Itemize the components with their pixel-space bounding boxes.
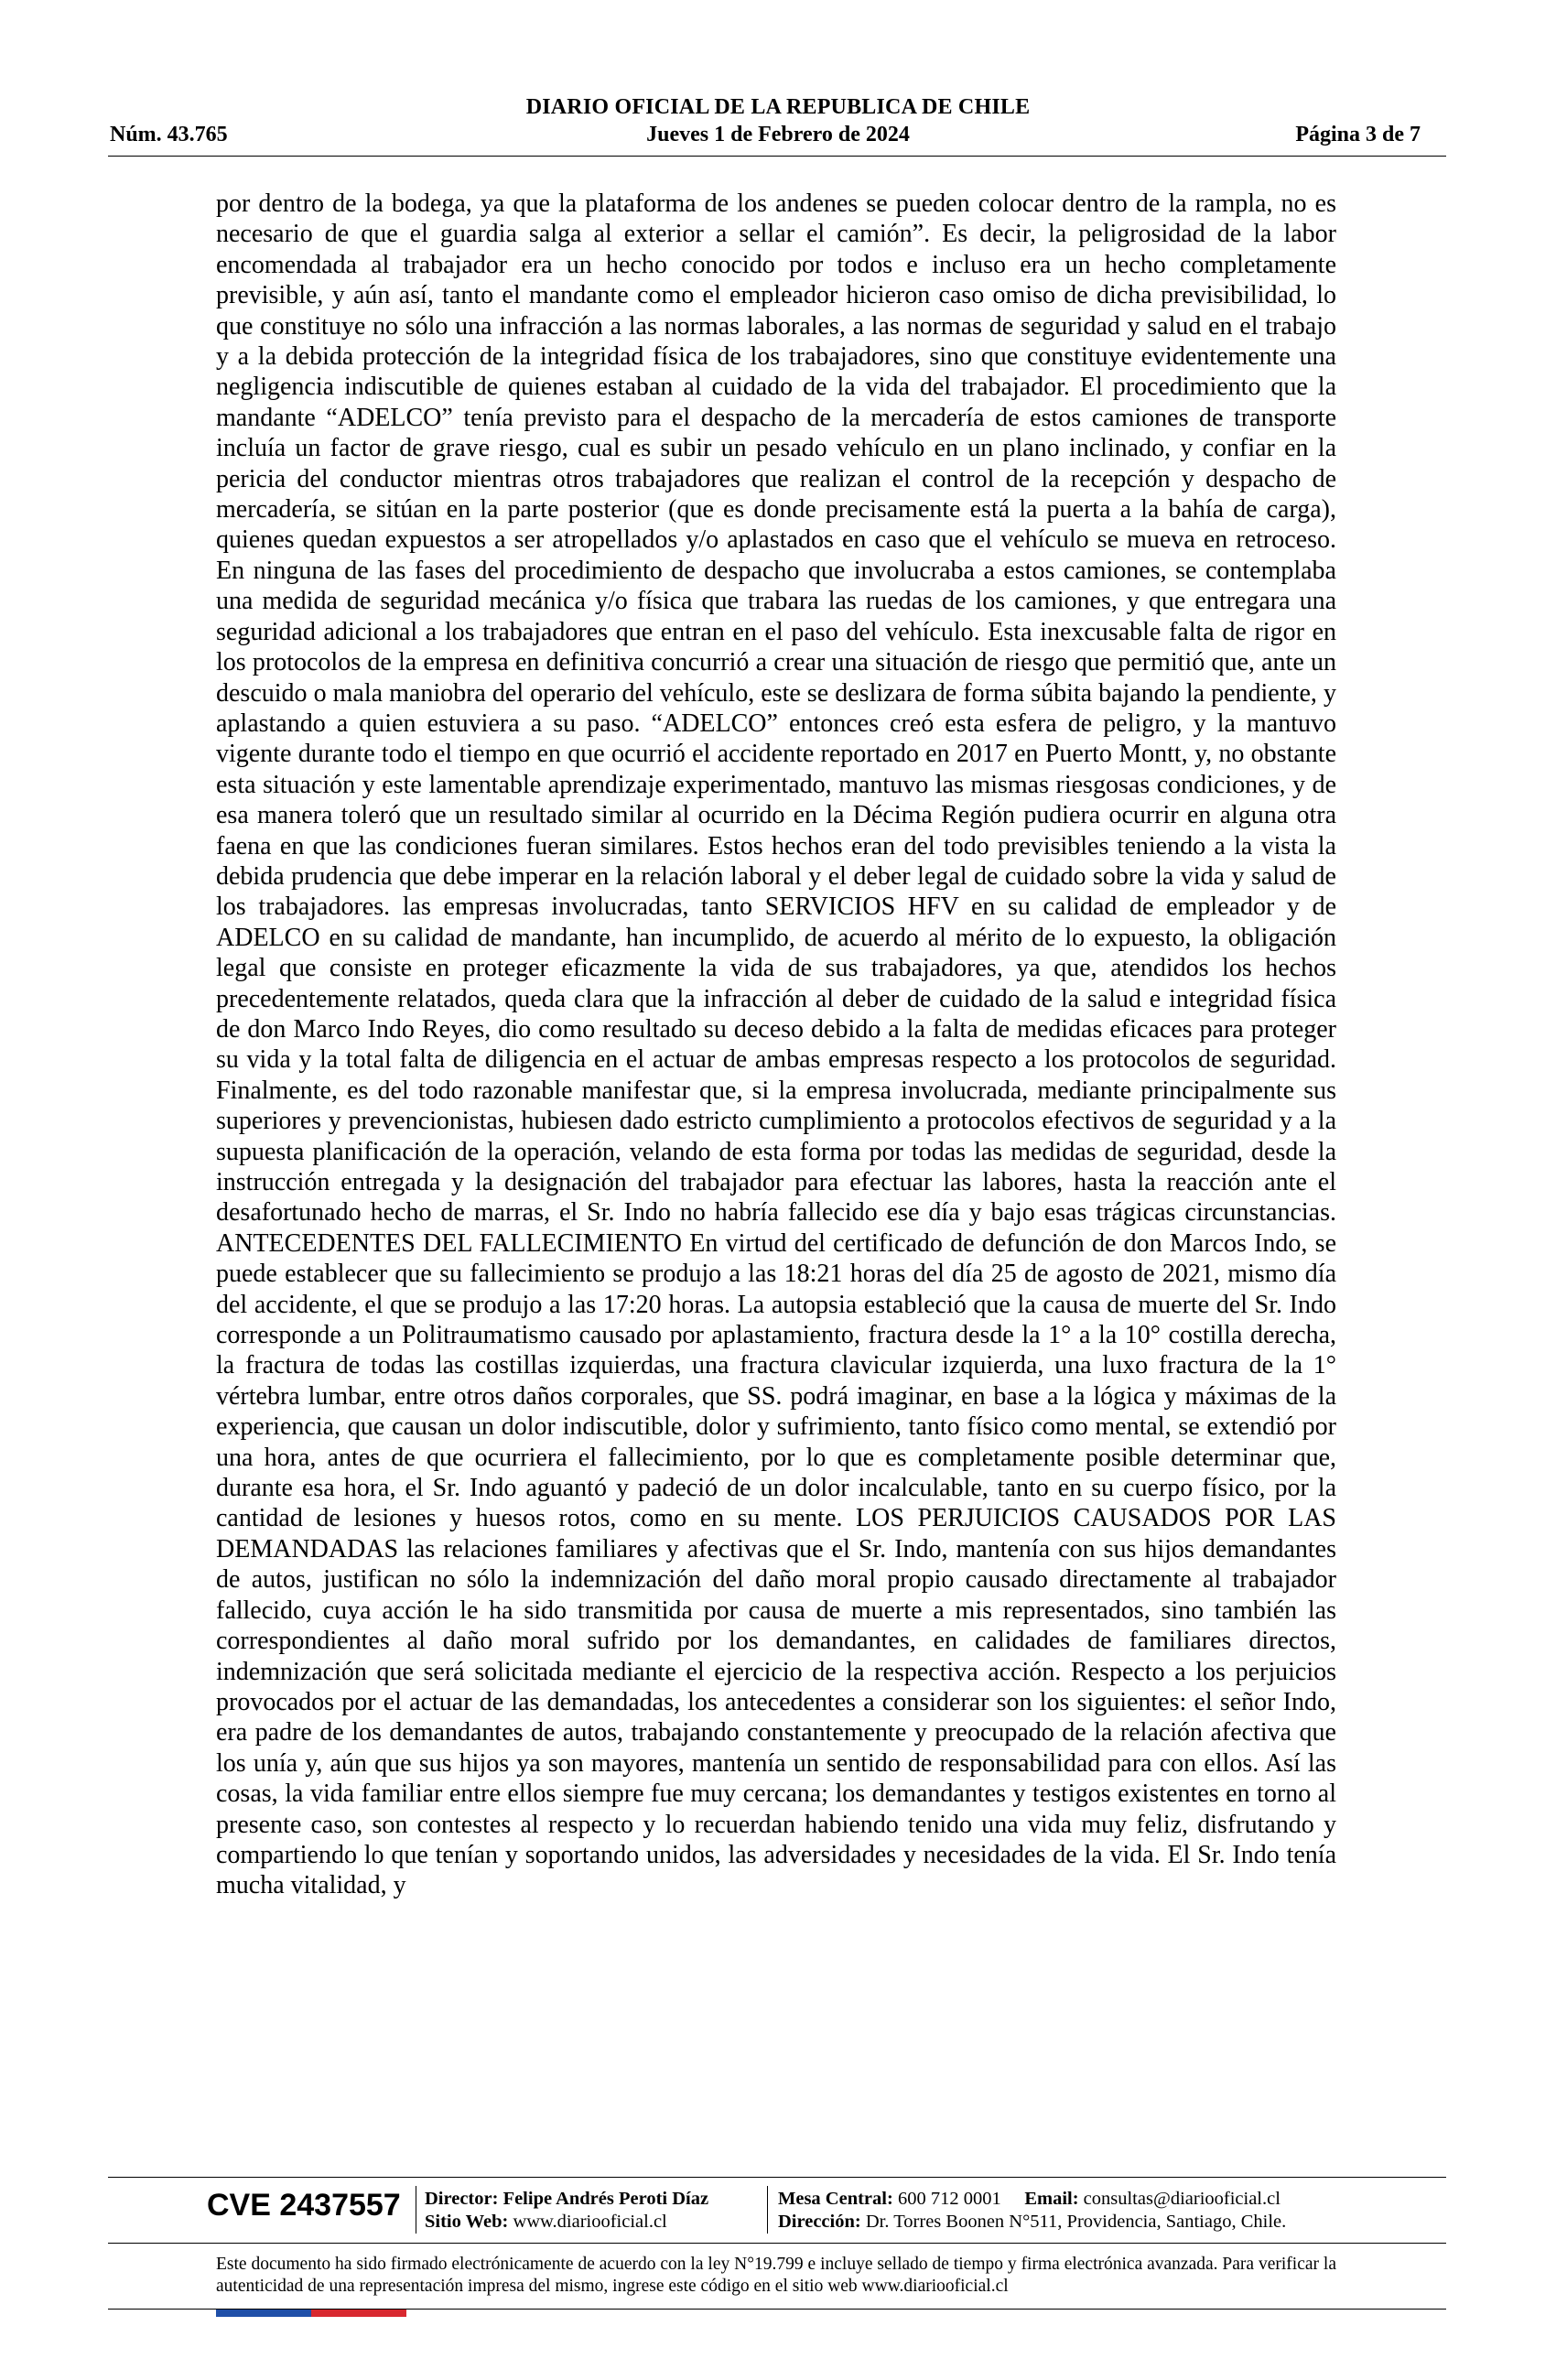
- email-label: Email:: [1024, 2189, 1079, 2209]
- footer-divider-top: [108, 2177, 1446, 2178]
- mesa-label: Mesa Central:: [778, 2189, 893, 2209]
- issue-number: Núm. 43.765: [110, 123, 228, 146]
- issue-date: Jueves 1 de Febrero de 2024: [646, 123, 910, 146]
- mesa-phone: 600 712 0001: [897, 2189, 1001, 2209]
- site-label: Sitio Web:: [425, 2212, 509, 2232]
- header-divider: [108, 156, 1446, 157]
- footer-separator: [767, 2186, 768, 2234]
- page-indicator: Página 3 de 7: [1295, 123, 1421, 146]
- legal-notice: Este documento ha sido firmado electrónicamente de acuerdo con la ley N°19.799 e incluye sellado de tiempo y firma electrónica avanzada. Para verificar la autenticidad de una representación impresa del mismo, ingrese este código en el sitio web www.diariooficial.cl: [216, 2255, 1336, 2296]
- site-link[interactable]: www.diariooficial.cl: [513, 2212, 667, 2232]
- footer-divider-bottom: [108, 2243, 1446, 2244]
- director-label: Director:: [425, 2189, 499, 2209]
- footer-contact-block: [778, 2188, 1286, 2234]
- body-paragraph: por dentro de la bodega, ya que la plataforma de los andenes se pueden colocar dentro de la rampla, no es necesario de que el guardia salga al exterior a sellar el camión”. Es decir, la peligrosidad de la labor encomendada al trabajador era un hecho conocido por todos e incluso era un hecho completamente previsible, y aún así, tanto el mandante como el empleador hicieron caso omiso de dicha previsibilidad, lo que constituye no sólo una infracción a las normas laborales, a las normas de seguridad y salud en el trabajo y a la debida protección de la integridad física de los trabajadores, sino que constituye evidentemente una negligencia indiscutible de quienes estaban al cuidado de la vida del trabajador. El procedimiento que la mandante “ADELCO” tenía previsto para el despacho de la mercadería de estos camiones de transporte incluía un factor de grave riesgo, cual es subir un pesado vehículo en un plano inclinado, y confiar en la pericia del conductor mientras otros trabajadores que realizan el control de la recepción y despacho de mercadería, se sitúan en la parte posterior (que es donde precisamente está la puerta a la bahía de carga), quienes quedan expuestos a ser atropellados y/o aplastados en caso que el vehículo se mueva en retroceso. En ninguna de las fases del procedimiento de despacho que involucraba a estos camiones, se contemplaba una medida de seguridad mecánica y/o física que trabara las ruedas de los camiones, y que entregara una seguridad adicional a los trabajadores que entran en el paso del vehículo. Esta inexcusable falta de rigor en los protocolos de la empresa en definitiva concurrió a crear una situación de riesgo que permitió que, ante un descuido o mala maniobra del operario del vehículo, este se deslizara de forma súbita bajando la pendiente, y aplastando a quien estuviera a su paso. “ADELCO” entonces creó esta esfera de peligro, y la mantuvo vigente durante todo el tiempo en que ocurrió el accidente reportado en 2017 en Puerto Montt, y, no obstante esta situación y este lamentable aprendizaje experimentado, mantuvo las mismas riesgosas condiciones, y de esa manera toleró que un resultado similar al ocurrido en la Décima Región pudiera ocurrir en alguna otra faena en que las condiciones fueran similares. Estos hechos eran del todo previsibles teniendo a la vista la debida prudencia que debe imperar en la relación laboral y el deber legal de cuidado sobre la vida y salud de los trabajadores. las empresas involucradas, tanto SERVICIOS HFV en su calidad de empleador y de ADELCO en su calidad de mandante, han incumplido, de acuerdo al mérito de lo expuesto, la obligación legal que consiste en proteger eficazmente la vida de sus trabajadores, ya que, atendidos los hechos precedentemente relatados, queda clara que la infracción al deber de cuidado de la salud e integridad física de don Marco Indo Reyes, dio como resultado su deceso debido a la falta de medidas eficaces para proteger su vida y la total falta de diligencia en el actuar de ambas empresas respecto a los protocolos de seguridad. Finalmente, es del todo razonable manifestar que, si la empresa involucrada, mediante principalmente sus superiores y prevencionistas, hubiesen dado estricto cumplimiento a protocolos efectivos de seguridad y a la supuesta planificación de la operación, velando de esta forma por todas las medidas de seguridad, desde la instrucción entregada y la designación del trabajador para efectuar las labores, hasta la reacción ante el desafortunado hecho de marras, el Sr. Indo no habría fallecido ese día y bajo esas trágicas circunstancias. ANTECEDENTES DEL FALLECIMIENTO En virtud del certificado de defunción de don Marcos Indo, se puede establecer que su fallecimiento se produjo a las 18:21 horas del día 25 de agosto de 2021, mismo día del accidente, el que se produjo a las 17:20 horas. La autopsia estableció que la causa de muerte del Sr. Indo corresponde a un Politraumatismo causado por aplastamiento, fractura desde la 1° a la 10° costilla derecha, la fractura de todas las costillas izquierdas, una fractura clavicular izquierda, una luxo fractura de la 1° vértebra lumbar, entre otros daños corporales, que SS. podrá imaginar, en base a la lógica y máximas de la experiencia, que causan un dolor indiscutible, dolor y sufrimiento, tanto físico como mental, se extendió por una hora, antes de que ocurriera el fallecimiento, por lo que es completamente posible determinar que, durante esa hora, el Sr. Indo aguantó y padeció de un dolor incalculable, tanto en su cuerpo físico, por la cantidad de lesiones y huesos rotos, como en su mente. LOS PERJUICIOS CAUSADOS POR LAS DEMANDADAS las relaciones familiares y afectivas que el Sr. Indo, mantenía con sus hijos demandantes de autos, justifican no sólo la indemnización del daño moral propio causado directamente al trabajador fallecido, cuya acción le ha sido transmitida por causa de muerte a mis representados, sino también las correspondientes al daño moral sufrido por los demandantes, en calidades de familiares directos, indemnización que será solicitada mediante el ejercicio de la respectiva acción. Respecto a los perjuicios provocados por el actuar de las demandadas, los antecedentes a considerar son los siguientes: el señor Indo, era padre de los demandantes de autos, trabajando constantemente y preocupado de la relación afectiva que los unía y, aún que sus hijos ya son mayores, mantenía un sentido de responsabilidad para con ellos. Así las cosas, la vida familiar entre ellos siempre fue muy cercana; los demandantes y testigos existentes en torno al presente caso, son contestes al respecto y lo recuerdan habiendo tenido una vida muy feliz, disfrutando y compartiendo lo que tenían y soportando unidos, las adversidades y necesidades de la vida. El Sr. Indo tenía mucha vitalidad, y: [216, 189, 1336, 1900]
- footer-director-block: [425, 2188, 708, 2234]
- newspaper-title: DIARIO OFICIAL DE LA REPUBLICA DE CHILE: [525, 95, 1031, 119]
- email-link[interactable]: consultas@diariooficial.cl: [1083, 2189, 1280, 2209]
- flag-blue-segment: [216, 2310, 311, 2317]
- flag-stripe: [216, 2310, 406, 2317]
- cve-code: CVE 2437557: [207, 2188, 401, 2223]
- address-value: Dr. Torres Boonen N°511, Providencia, Santiago, Chile.: [865, 2212, 1287, 2232]
- address-label: Dirección:: [778, 2212, 861, 2232]
- director-name: Felipe Andrés Peroti Díaz: [502, 2189, 709, 2209]
- flag-red-segment: [311, 2310, 406, 2317]
